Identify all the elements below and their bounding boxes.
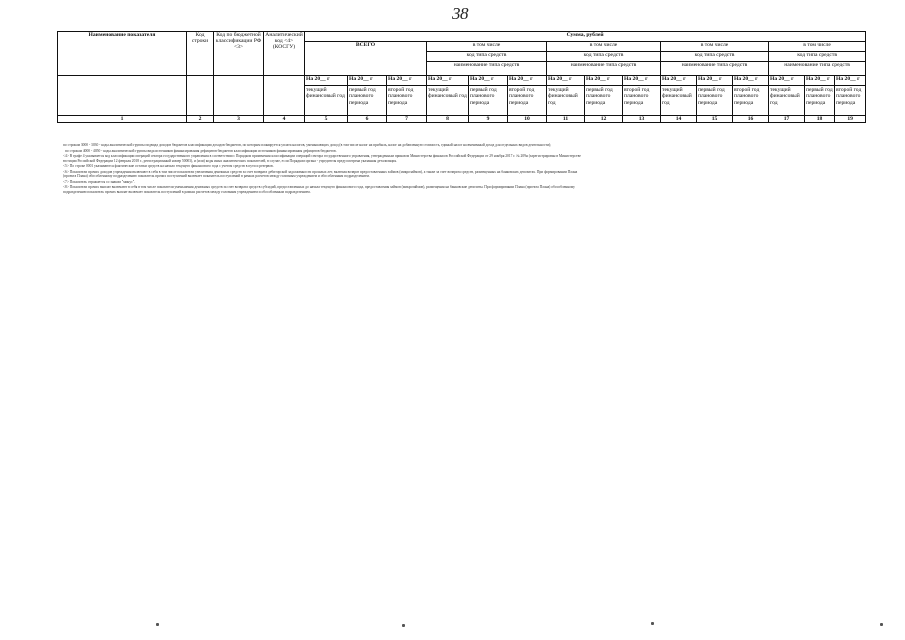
period-label: первый год планового периода	[806, 87, 833, 106]
header-total: ВСЕГО	[305, 42, 427, 76]
column-number: 4	[264, 116, 305, 123]
header-fund-code-3: код типа средств	[661, 52, 769, 62]
header-fund-name-1: наименование типа средств	[427, 62, 547, 76]
period-cell	[547, 76, 585, 116]
footnote: <4> В графе 4 указывается код классификации операций сектора государственного управления в соответствии с Порядком применения классификации операций сектора государственного управления, утвержденным приказом Министерства финансов Российской Федерации от 29 ноября 2017 г. № 209н (зарегистрирован в Министерстве юстиции Российской Федерации 12 февраля 2018 г., регистрационный номер 50003), и (или) коды иных аналитических показателей, в случае, если Порядком органа - учредителя предусмотрена указанная детализация.	[63, 154, 581, 163]
period-label: текущий финансовый год	[306, 87, 345, 100]
column-number: 5	[305, 116, 348, 123]
column-number: 7	[387, 116, 427, 123]
column-number: 18	[805, 116, 835, 123]
column-number: 10	[508, 116, 547, 123]
column-number: 17	[769, 116, 805, 123]
period-year: На 20__ г	[734, 76, 758, 82]
header-fund-name-3: наименование типа средств	[661, 62, 769, 76]
period-label: текущий финансовый год	[662, 87, 692, 106]
period-label: второй год планового периода	[624, 87, 650, 106]
period-label: текущий финансовый год	[548, 87, 578, 106]
period-cell	[697, 76, 733, 116]
period-year: На 20__ г	[349, 76, 373, 82]
header-budget-code: Код по бюджетной классификации РФ <3>	[214, 32, 264, 76]
period-year: На 20__ г	[806, 76, 830, 82]
header-sum: Сумма, рублей	[305, 32, 866, 42]
period-cell	[661, 76, 697, 116]
period-cell	[508, 76, 547, 116]
column-number: 11	[547, 116, 585, 123]
header-incl-3: в том числе	[661, 42, 769, 52]
header-fund-code-2: код типа средств	[547, 52, 661, 62]
column-number: 12	[585, 116, 623, 123]
column-number: 16	[733, 116, 769, 123]
header-fund-code-4: код типа средств	[769, 52, 866, 62]
column-number: 6	[348, 116, 387, 123]
header-indicator-name: Наименование показателя	[58, 32, 187, 76]
period-year: На 20__ г	[662, 76, 686, 82]
period-year: На 20__ г	[388, 76, 412, 82]
header-incl-2: в том числе	[547, 42, 661, 52]
period-year: На 20__ г	[306, 76, 330, 82]
column-number: 19	[835, 116, 866, 123]
header-fund-name-4: наименование типа средств	[769, 62, 866, 76]
page-number: 38	[452, 4, 468, 23]
period-year: На 20__ г	[428, 76, 452, 82]
period-cell	[305, 76, 348, 116]
period-year: На 20__ г	[548, 76, 572, 82]
period-cell	[805, 76, 835, 116]
column-number: 8	[427, 116, 469, 123]
financial-plan-table	[57, 31, 866, 123]
period-label: второй год планового периода	[836, 87, 862, 106]
period-label: второй год планового периода	[734, 87, 760, 106]
header-incl-4: в том числе	[769, 42, 866, 52]
period-label: первый год планового периода	[698, 87, 725, 106]
period-cell	[623, 76, 661, 116]
column-number: 3	[214, 116, 264, 123]
blank-cell	[58, 76, 187, 116]
period-year: На 20__ г	[770, 76, 794, 82]
period-year: На 20__ г	[698, 76, 722, 82]
period-label: первый год планового периода	[349, 87, 376, 106]
footnote: по строкам 3000 - 3030 - коды аналитической группы подвида доходов бюджетов классификации доходов бюджетов, по которым планируется уплата налогов, уменьшающих доход (в том числе налог на прибыль, налог на добавленную стоимость, единый налог на вмененный доход для отдельных видов деятельности);	[63, 143, 552, 147]
blank-cell	[187, 76, 214, 116]
footnote: <8> Показатели прочих выплат включают в себя в том числе показатели уменьшения денежных средств за счет возврата средств субсидий, предоставленных до начала текущего финансового года, предоставления займов (микрозаймов), размещения на банковские депозиты. При формировании Плана (проекта Плана) обособленному подразделению показатель прочих выплат включает показатель поступлений в рамках расчетов между головным учреждением и обособленным подразделением.	[63, 185, 575, 194]
period-year: На 20__ г	[470, 76, 494, 82]
period-label: первый год планового периода	[470, 87, 497, 106]
period-label: текущий финансовый год	[770, 87, 800, 106]
header-fund-code-1: код типа средств	[427, 52, 547, 62]
footnote: по строкам 4000 - 4050 - коды аналитической группы вида источников финансирования дефицитов бюджетов классификации источников финансирования дефицитов бюджетов.	[65, 148, 337, 153]
footnotes	[63, 143, 583, 195]
header-line-code: Код строки	[187, 32, 214, 76]
period-cell	[348, 76, 387, 116]
footnote: <5> По строке 0001 указываются фактические остатки средств на начало текущего финансового года с учетом средств в пути и резервов.	[63, 164, 274, 169]
period-label: первый год планового периода	[586, 87, 613, 106]
period-cell	[835, 76, 866, 116]
period-cell	[769, 76, 805, 116]
footnote: <7> Показатель отражается со знаком "минус".	[63, 179, 136, 184]
header-fund-name-2: наименование типа средств	[547, 62, 661, 76]
period-cell	[427, 76, 469, 116]
period-cell	[469, 76, 508, 116]
blank-cell	[214, 76, 264, 116]
period-year: На 20__ г	[586, 76, 610, 82]
period-year: На 20__ г	[836, 76, 860, 82]
period-cell	[387, 76, 427, 116]
column-number: 13	[623, 116, 661, 123]
column-number: 2	[187, 116, 214, 123]
period-year: На 20__ г	[509, 76, 533, 82]
period-year: На 20__ г	[624, 76, 648, 82]
period-label: второй год планового периода	[388, 87, 414, 106]
blank-cell	[264, 76, 305, 116]
header-analytic-code: Аналитический код <4> (КОСГУ)	[264, 32, 305, 76]
column-number: 15	[697, 116, 733, 123]
period-label: текущий финансовый год	[428, 87, 467, 100]
footnote: <6> Показатели прочих доходов учреждения включают в себя в том числе показатели увеличения денежных средств за счет возврата дебиторской задолженности прошлых лет, включая возврат предоставленных займов (микрозаймов), а также за счет возврата средств, размещенных на банковских депозитах. При формировании Плана (проекта Плана) обособленному подразделению показатель прочих поступлений включает показатель поступлений в рамках расчетов между головным учреждением и обособленным подразделением.	[63, 169, 578, 179]
column-number: 14	[661, 116, 697, 123]
period-cell	[733, 76, 769, 116]
column-number: 9	[469, 116, 508, 123]
header-incl-1: в том числе	[427, 42, 547, 52]
period-label: второй год планового периода	[509, 87, 535, 106]
column-number: 1	[58, 116, 187, 123]
period-cell	[585, 76, 623, 116]
